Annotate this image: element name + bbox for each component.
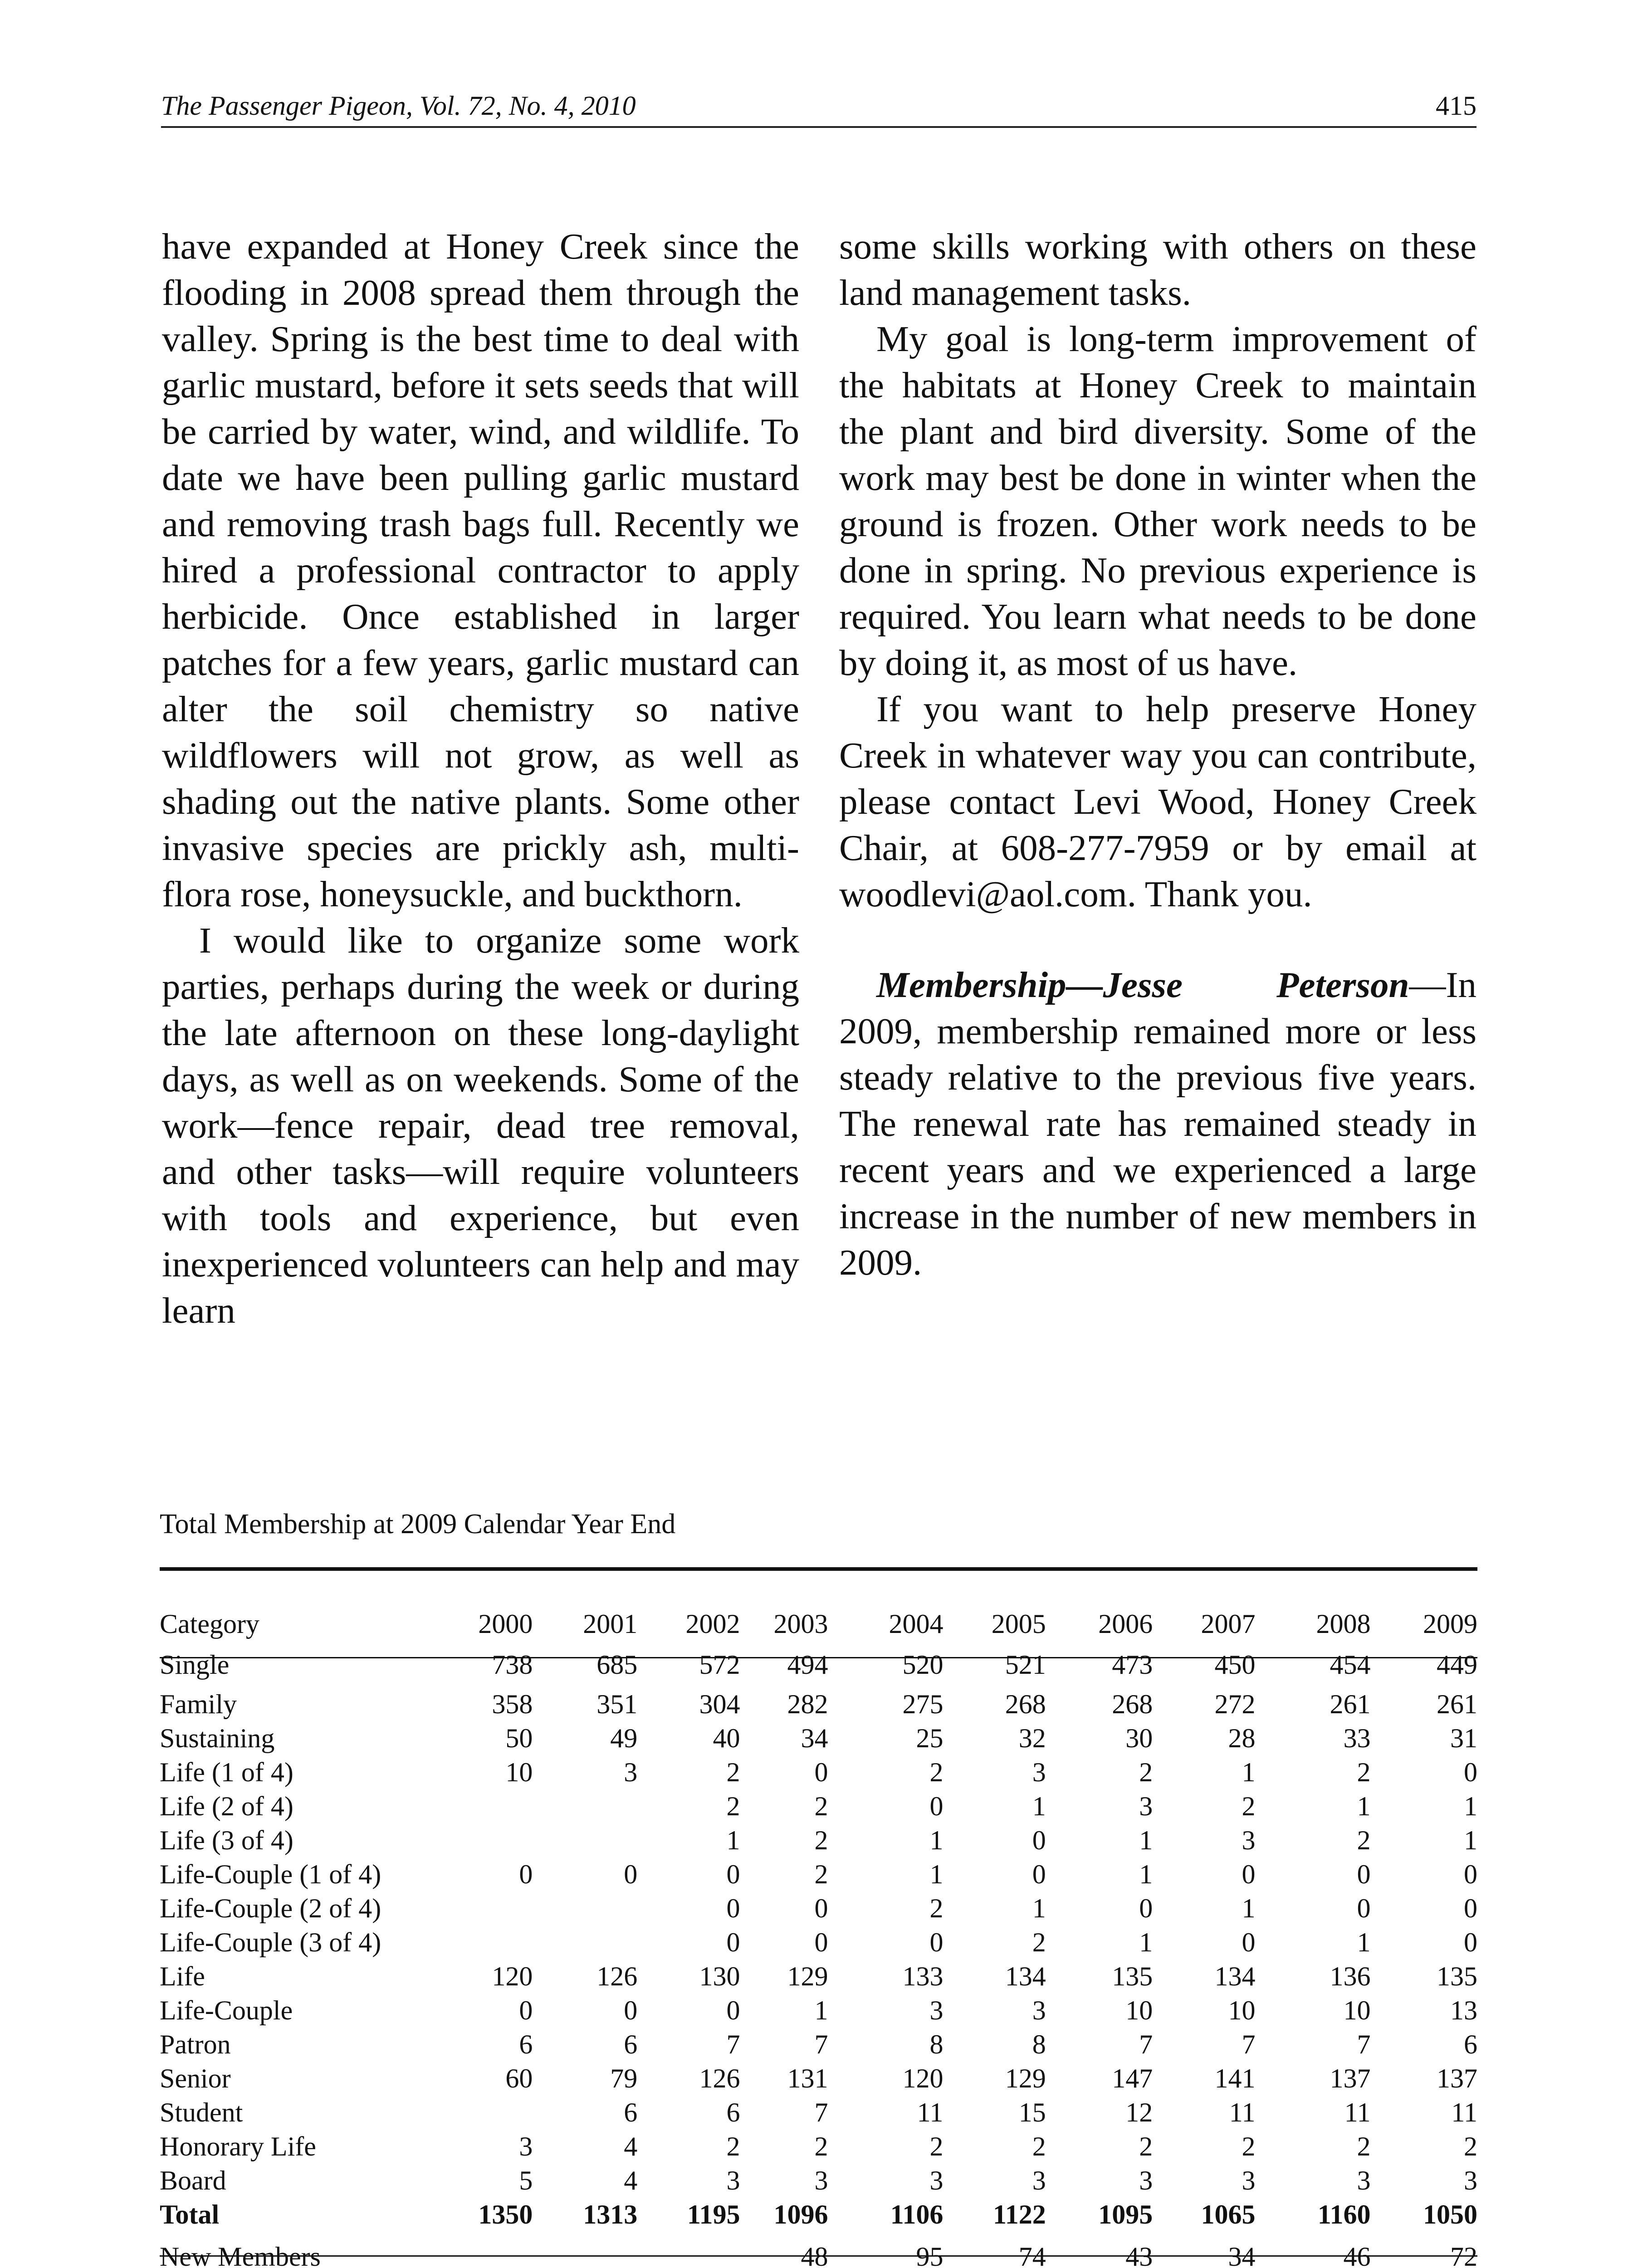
table-cell: 3 <box>1242 2165 1256 2195</box>
table-cell: 12 <box>1125 2097 1153 2127</box>
table-row <box>160 2130 1477 2164</box>
column-header-2001: 2001 <box>583 1608 638 1639</box>
table-cell: 268 <box>1005 1689 1046 1719</box>
table-cell: 0 <box>1464 1927 1477 1957</box>
page-number: 415 <box>1436 91 1477 121</box>
table-cell: 0 <box>726 1893 740 1923</box>
table-cell: 72 <box>1450 2242 1477 2268</box>
table-cell: 0 <box>624 1859 638 1889</box>
column-header-2007: 2007 <box>1201 1608 1256 1639</box>
table-cell: 3 <box>1242 1825 1256 1855</box>
table-cell: 2 <box>1357 2131 1371 2161</box>
table-cell: 0 <box>1357 1859 1371 1889</box>
table-header-row <box>160 1606 1477 1642</box>
table-cell: 2 <box>1357 1825 1371 1855</box>
table-row <box>160 1721 1477 1755</box>
row-label: Board <box>160 2165 226 2195</box>
table-cell: 74 <box>1018 2242 1046 2268</box>
table-cell: 6 <box>726 2097 740 2127</box>
table-cell: 136 <box>1330 1961 1371 1991</box>
table-cell: 2 <box>814 1859 828 1889</box>
left-paragraph-1: have expanded at Honey Creek since the flooding in 2008 spread them through the valley. Spring is the best time to deal with garlic mustard, before it sets seeds that will be carried by water, wind, and wildlife. To date we have been pulling garlic mustard and removing trash bags full. Recently we hired a professional contractor to apply herbicide. Once established in larger patches for a few years, garlic mustard can alter the soil chemistry so native wildflowers will not grow, as well as shading out the native plants. Some other invasive species are prickly ash, multi-flora rose, honeysuckle, and buckthorn. <box>162 226 799 914</box>
table-cell: 0 <box>624 1995 638 2025</box>
table-cell: 572 <box>699 1650 740 1680</box>
table-cell: 2 <box>1242 1791 1256 1821</box>
row-label: Life <box>160 1961 205 1991</box>
table-cell: 261 <box>1330 1689 1371 1719</box>
table-row <box>160 1926 1477 1960</box>
table-cell: 32 <box>1018 1723 1046 1753</box>
row-label: Family <box>160 1689 237 1719</box>
table-cell: 0 <box>726 1995 740 2025</box>
table-row <box>160 1823 1477 1857</box>
table-row <box>160 2164 1477 2198</box>
table-cell: 95 <box>916 2242 944 2268</box>
table-cell: 8 <box>929 2029 944 2059</box>
table-cell: 449 <box>1437 1650 1477 1680</box>
row-label: Sustaining <box>160 1723 275 1753</box>
table-cell: 31 <box>1450 1723 1477 1753</box>
table-cell: 3 <box>1139 2165 1153 2195</box>
table-cell: 131 <box>787 2063 828 2093</box>
table-cell: 13 <box>1450 1995 1477 2025</box>
membership-heading: Membership—Jesse Peterson <box>876 964 1409 1005</box>
table-cell: 79 <box>610 2063 638 2093</box>
table-cell: 0 <box>1242 1927 1256 1957</box>
table-cell: 7 <box>1357 2029 1371 2059</box>
table-cell: 0 <box>814 1927 828 1957</box>
table-cell: 520 <box>902 1650 944 1680</box>
table-cell: 43 <box>1125 2242 1153 2268</box>
table-cell: 137 <box>1330 2063 1371 2093</box>
table-cell: 521 <box>1005 1650 1046 1680</box>
table-cell: 2 <box>814 1791 828 1821</box>
row-label: Life (3 of 4) <box>160 1825 293 1855</box>
table-cell: 2 <box>814 1825 828 1855</box>
table-cell: 28 <box>1228 1723 1256 1753</box>
table-cell: 1 <box>1242 1757 1256 1787</box>
table-cell: 454 <box>1330 1650 1371 1680</box>
table-cell: 3 <box>1139 1791 1153 1821</box>
table-cell: 0 <box>1357 1893 1371 1923</box>
row-label: Life (1 of 4) <box>160 1757 293 1787</box>
table-row <box>160 1755 1477 1789</box>
table-cell <box>533 1926 637 1960</box>
column-header-category: Category <box>160 1608 259 1639</box>
table-cell: 10 <box>1343 1995 1371 2025</box>
new-members-row <box>160 2232 1477 2268</box>
table-cell: 120 <box>902 2063 944 2093</box>
table-cell: 0 <box>1464 1859 1477 1889</box>
table-cell: 126 <box>596 1961 638 1991</box>
running-head <box>161 85 1477 128</box>
column-header-2004: 2004 <box>889 1608 944 1639</box>
row-label: Patron <box>160 2029 231 2059</box>
table-body <box>160 1642 1477 2268</box>
table-cell: 2 <box>1139 2131 1153 2161</box>
table-cell: 358 <box>492 1689 533 1719</box>
table-cell: 0 <box>1464 1757 1477 1787</box>
table-cell <box>533 2232 637 2268</box>
table-cell: 15 <box>1018 2097 1046 2127</box>
table-cell <box>445 1823 533 1857</box>
table-cell: 282 <box>787 1689 828 1719</box>
row-label: Life-Couple <box>160 1995 293 2025</box>
table-cell: 1 <box>1032 1791 1046 1821</box>
table-cell: 3 <box>814 2165 828 2195</box>
table-cell: 1122 <box>993 2200 1046 2229</box>
table-cell: 129 <box>787 1961 828 1991</box>
table-cell: 685 <box>596 1650 638 1680</box>
table-cell: 738 <box>492 1650 533 1680</box>
table-cell: 135 <box>1437 1961 1477 1991</box>
table-cell: 7 <box>1242 2029 1256 2059</box>
column-header-2008: 2008 <box>1316 1608 1371 1639</box>
table-cell: 4 <box>624 2131 638 2161</box>
table-caption: Total Membership at 2009 Calendar Year End <box>160 1509 676 1540</box>
table-cell: 0 <box>1464 1893 1477 1923</box>
table-cell: 261 <box>1437 1689 1477 1719</box>
table-cell: 7 <box>814 2097 828 2127</box>
table-cell: 2 <box>1139 1757 1153 1787</box>
table-cell: 3 <box>519 2131 533 2161</box>
table-cell <box>637 2232 740 2268</box>
table-cell: 0 <box>726 1859 740 1889</box>
column-header-2006: 2006 <box>1098 1608 1153 1639</box>
table-cell: 272 <box>1214 1689 1256 1719</box>
table-cell: 6 <box>624 2029 638 2059</box>
table-cell <box>445 2096 533 2130</box>
table-cell: 6 <box>519 2029 533 2059</box>
table-row <box>160 1642 1477 1687</box>
table-cell: 137 <box>1437 2063 1477 2093</box>
table-cell: 1096 <box>773 2200 828 2229</box>
table-cell: 2 <box>1032 2131 1046 2161</box>
table-cell: 60 <box>505 2063 533 2093</box>
table-cell: 3 <box>929 1995 944 2025</box>
table-cell: 450 <box>1214 1650 1256 1680</box>
table-row <box>160 2096 1477 2130</box>
table-cell: 129 <box>1005 2063 1046 2093</box>
table-cell: 268 <box>1112 1689 1153 1719</box>
table-cell: 494 <box>787 1650 828 1680</box>
table-cell: 1 <box>1139 1859 1153 1889</box>
table-cell: 11 <box>1229 2097 1256 2127</box>
table-cell: 5 <box>519 2165 533 2195</box>
table-cell: 1095 <box>1098 2200 1153 2229</box>
table-cell: 50 <box>505 1723 533 1753</box>
table-row <box>160 1994 1477 2028</box>
table-cell: 3 <box>1464 2165 1477 2195</box>
table-cell: 134 <box>1005 1961 1046 1991</box>
table-cell: 275 <box>902 1689 944 1719</box>
table-cell: 0 <box>929 1791 944 1821</box>
table-cell: 1 <box>1242 1893 1256 1923</box>
table-cell: 10 <box>505 1757 533 1787</box>
table-cell: 130 <box>699 1961 740 1991</box>
table-cell: 0 <box>814 1757 828 1787</box>
column-header-2005: 2005 <box>991 1608 1046 1639</box>
table-cell <box>533 1892 637 1926</box>
table-cell: 1 <box>929 1859 944 1889</box>
table-cell: 1065 <box>1201 2200 1256 2229</box>
table-row <box>160 1687 1477 1721</box>
table-cell: 0 <box>519 1995 533 2025</box>
row-label: Senior <box>160 2063 231 2093</box>
membership-paragraph <box>839 962 1477 1286</box>
table-top-rule <box>160 1567 1477 1571</box>
right-paragraph-1: some skills working with others on these land management tasks. <box>839 226 1477 313</box>
table-cell: 0 <box>814 1893 828 1923</box>
table-cell: 7 <box>814 2029 828 2059</box>
table-row <box>160 1857 1477 1892</box>
table-cell: 2 <box>929 1757 944 1787</box>
table-cell: 141 <box>1214 2063 1256 2093</box>
column-header-2000: 2000 <box>478 1608 533 1639</box>
column-header-2002: 2002 <box>685 1608 740 1639</box>
table-cell: 1 <box>929 1825 944 1855</box>
row-label: Single <box>160 1650 230 1680</box>
table-cell <box>533 1789 637 1823</box>
table-cell <box>445 1789 533 1823</box>
journal-citation: The Passenger Pigeon, Vol. 72, No. 4, 2010 <box>161 91 636 121</box>
table-cell: 0 <box>1032 1825 1046 1855</box>
left-paragraph-2: I would like to organize some work parties, perhaps during the week or during the late afternoon on these long-daylight days, as well as on weekends. Some of the work—fence repair, dead tree removal, and other tasks—will require volunteers with tools and experience, but even inexperienced volunteers can help and may learn <box>162 920 799 1331</box>
table-cell: 49 <box>610 1723 638 1753</box>
table-cell: 2 <box>726 2131 740 2161</box>
table-cell <box>445 1926 533 1960</box>
table-cell: 3 <box>624 1757 638 1787</box>
table-cell: 3 <box>726 2165 740 2195</box>
table-cell: 0 <box>1242 1859 1256 1889</box>
table-cell: 0 <box>726 1927 740 1957</box>
table-cell: 40 <box>713 1723 740 1753</box>
table-cell: 473 <box>1112 1650 1153 1680</box>
table-cell: 3 <box>929 2165 944 2195</box>
table-cell <box>533 1823 637 1857</box>
table-cell: 48 <box>801 2242 828 2268</box>
table-cell: 30 <box>1125 1723 1153 1753</box>
table-row <box>160 1960 1477 1994</box>
table-cell: 4 <box>624 2165 638 2195</box>
table-cell: 135 <box>1112 1961 1153 1991</box>
row-label: Honorary Life <box>160 2131 316 2161</box>
row-label: Life-Couple (2 of 4) <box>160 1893 381 1923</box>
column-header-2009: 2009 <box>1423 1608 1477 1639</box>
table-cell: 1 <box>1464 1791 1477 1821</box>
table-cell: 147 <box>1112 2063 1153 2093</box>
right-paragraph-3: If you want to help preserve Honey Creek in whatever way you can contribute, please contact Levi Wood, Honey Creek Chair, at 608-277-7959 or by email at woodlevi@aol.com. Thank you. <box>839 689 1477 914</box>
table-cell: 3 <box>1357 2165 1371 2195</box>
table-row <box>160 2062 1477 2096</box>
table-cell: 1 <box>814 1995 828 2025</box>
table-cell: 1 <box>1139 1927 1153 1957</box>
column-header-2003: 2003 <box>773 1608 828 1639</box>
left-column <box>162 223 799 1334</box>
table-cell: 0 <box>519 1859 533 1889</box>
table-cell: 2 <box>1032 1927 1046 1957</box>
row-label: Life (2 of 4) <box>160 1791 293 1821</box>
table-cell: 1 <box>726 1825 740 1855</box>
membership-table <box>160 1606 1477 2268</box>
table-row <box>160 1892 1477 1926</box>
table-cell: 0 <box>929 1927 944 1957</box>
table-cell: 25 <box>916 1723 944 1753</box>
table-cell: 7 <box>726 2029 740 2059</box>
table-cell: 133 <box>902 1961 944 1991</box>
table-cell: 0 <box>1032 1859 1046 1889</box>
table-cell: 34 <box>801 1723 828 1753</box>
table-cell: 46 <box>1343 2242 1371 2268</box>
row-label: Life-Couple (1 of 4) <box>160 1859 381 1889</box>
table-row <box>160 2028 1477 2062</box>
table-cell: 10 <box>1125 1995 1153 2025</box>
table-cell: 8 <box>1032 2029 1046 2059</box>
table-cell: 2 <box>1357 1757 1371 1787</box>
row-label: New Members <box>160 2242 321 2268</box>
table-cell: 351 <box>596 1689 638 1719</box>
table-cell: 2 <box>929 1893 944 1923</box>
table-cell: 3 <box>1032 2165 1046 2195</box>
table-cell: 7 <box>1139 2029 1153 2059</box>
table-cell: 1 <box>1464 1825 1477 1855</box>
membership-text: —In 2009, membership remained more or less steady relative to the previous five years. The renewal rate has remained steady in recent years and we experienced a large increase in the number of new members in 2009. <box>839 964 1477 1283</box>
table-cell: 120 <box>492 1961 533 1991</box>
table-cell: 134 <box>1214 1961 1256 1991</box>
table-cell: 1350 <box>478 2200 533 2229</box>
table-cell: 2 <box>814 2131 828 2161</box>
table-cell: 3 <box>1032 1995 1046 2025</box>
table-cell: 2 <box>726 1757 740 1787</box>
table-cell: 6 <box>1464 2029 1477 2059</box>
table-cell: 0 <box>1139 1893 1153 1923</box>
table-cell: 1 <box>1357 1791 1371 1821</box>
table-cell: 33 <box>1343 1723 1371 1753</box>
table-cell: 1195 <box>687 2200 740 2229</box>
table-cell: 10 <box>1228 1995 1256 2025</box>
table-cell: 304 <box>699 1689 740 1719</box>
total-row <box>160 2198 1477 2232</box>
table-cell: 2 <box>929 2131 944 2161</box>
table-cell: 3 <box>1032 1757 1046 1787</box>
table-cell: 11 <box>1451 2097 1477 2127</box>
table-cell: 11 <box>1344 2097 1371 2127</box>
table-cell: 34 <box>1228 2242 1256 2268</box>
table-cell: 1106 <box>890 2200 944 2229</box>
row-label: Student <box>160 2097 243 2127</box>
right-column <box>839 223 1477 1286</box>
row-label: Total <box>160 2200 220 2229</box>
table-cell: 1 <box>1032 1893 1046 1923</box>
table-cell: 1 <box>1139 1825 1153 1855</box>
table-cell: 1050 <box>1423 2200 1477 2229</box>
table-cell: 2 <box>1242 2131 1256 2161</box>
table-cell: 11 <box>917 2097 944 2127</box>
table-cell: 1 <box>1357 1927 1371 1957</box>
table-cell: 2 <box>1464 2131 1477 2161</box>
table-cell <box>445 1892 533 1926</box>
table-cell: 2 <box>726 1791 740 1821</box>
table-row <box>160 1789 1477 1823</box>
table-cell: 1313 <box>583 2200 638 2229</box>
table-cell: 6 <box>624 2097 638 2127</box>
right-paragraph-2: My goal is long-term improvement of the habitats at Honey Creek to maintain the plant and bird diversity. Some of the work may best be done in winter when the ground is frozen. Other work needs to be done in spring. No previous experience is required. You learn what needs to be done by doing it, as most of us have. <box>839 318 1477 683</box>
row-label: Life-Couple (3 of 4) <box>160 1927 381 1957</box>
table-cell <box>445 2232 533 2268</box>
table-cell: 126 <box>699 2063 740 2093</box>
table-cell: 1160 <box>1317 2200 1371 2229</box>
